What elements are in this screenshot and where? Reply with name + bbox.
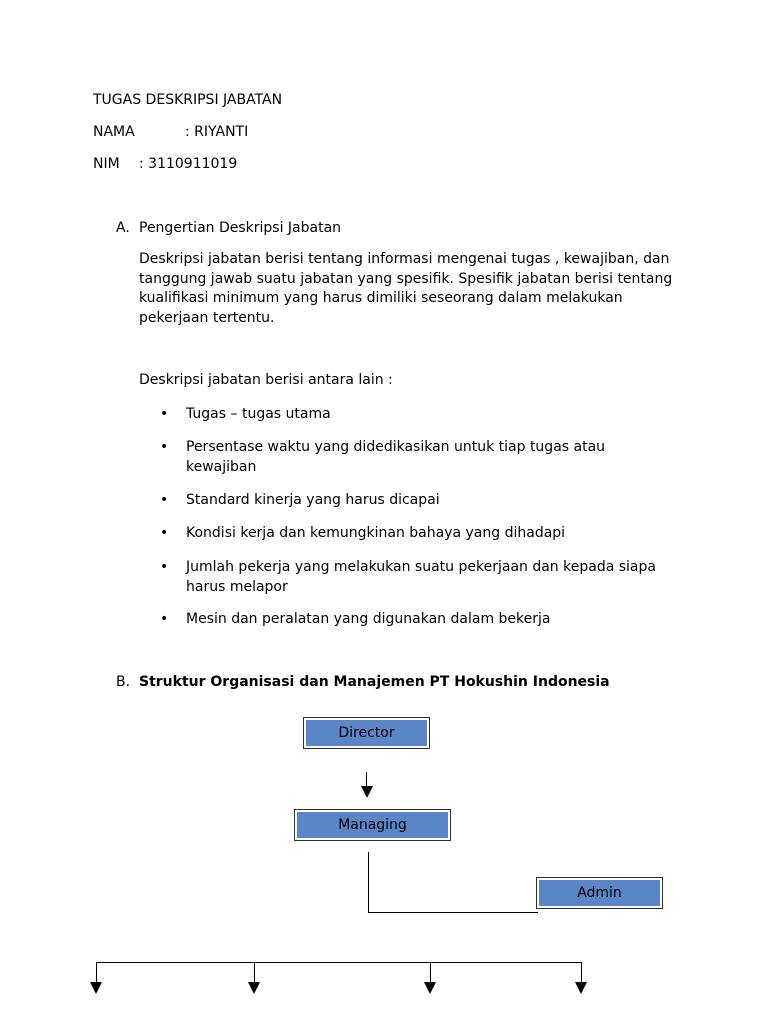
arrow-down-icon (90, 982, 102, 994)
connector-line (96, 962, 97, 982)
nim-value: : 3110911019 (139, 156, 238, 172)
section-b-heading: Struktur Organisasi dan Manajemen PT Hokushin Indonesia (139, 674, 610, 690)
connector-line (366, 772, 367, 786)
connector-line (368, 912, 538, 913)
org-box-managing: Managing (294, 809, 451, 841)
section-a-heading: Pengertian Deskripsi Jabatan (139, 220, 342, 236)
connector-line (254, 962, 255, 982)
arrow-down-icon (361, 786, 373, 798)
nama-label: NAMA (93, 124, 135, 140)
connector-line (96, 962, 582, 963)
bullet-icon: • (160, 439, 169, 455)
document-title: TUGAS DESKRIPSI JABATAN (93, 92, 283, 108)
connector-line (581, 962, 582, 982)
arrow-down-icon (248, 982, 260, 994)
org-box-director: Director (303, 717, 430, 749)
section-a-marker: A. (116, 220, 130, 236)
bullet-icon: • (160, 406, 169, 422)
arrow-down-icon (424, 982, 436, 994)
section-a-intro: Deskripsi jabatan berisi antara lain : (139, 372, 393, 388)
bullet-icon: • (160, 492, 169, 508)
arrow-down-icon (575, 982, 587, 994)
nama-value: : RIYANTI (185, 124, 249, 140)
bullet-icon: • (160, 559, 169, 575)
bullet-icon: • (160, 611, 169, 627)
bullet-icon: • (160, 525, 169, 541)
section-b-marker: B. (116, 674, 131, 690)
connector-line (430, 962, 431, 982)
nim-label: NIM (93, 156, 120, 172)
section-a-paragraph: Deskripsi jabatan berisi tentang informasi mengenai tugas , kewajiban, dan tanggung jawab suatu jabatan yang spesifik. Spesifik jabatan berisi tentang kualifikasi minimum yang harus dimiliki seseorang dalam melakukan pekerjaan tertentu. (139, 251, 673, 326)
org-box-admin: Admin (536, 877, 663, 909)
connector-line (368, 852, 369, 913)
